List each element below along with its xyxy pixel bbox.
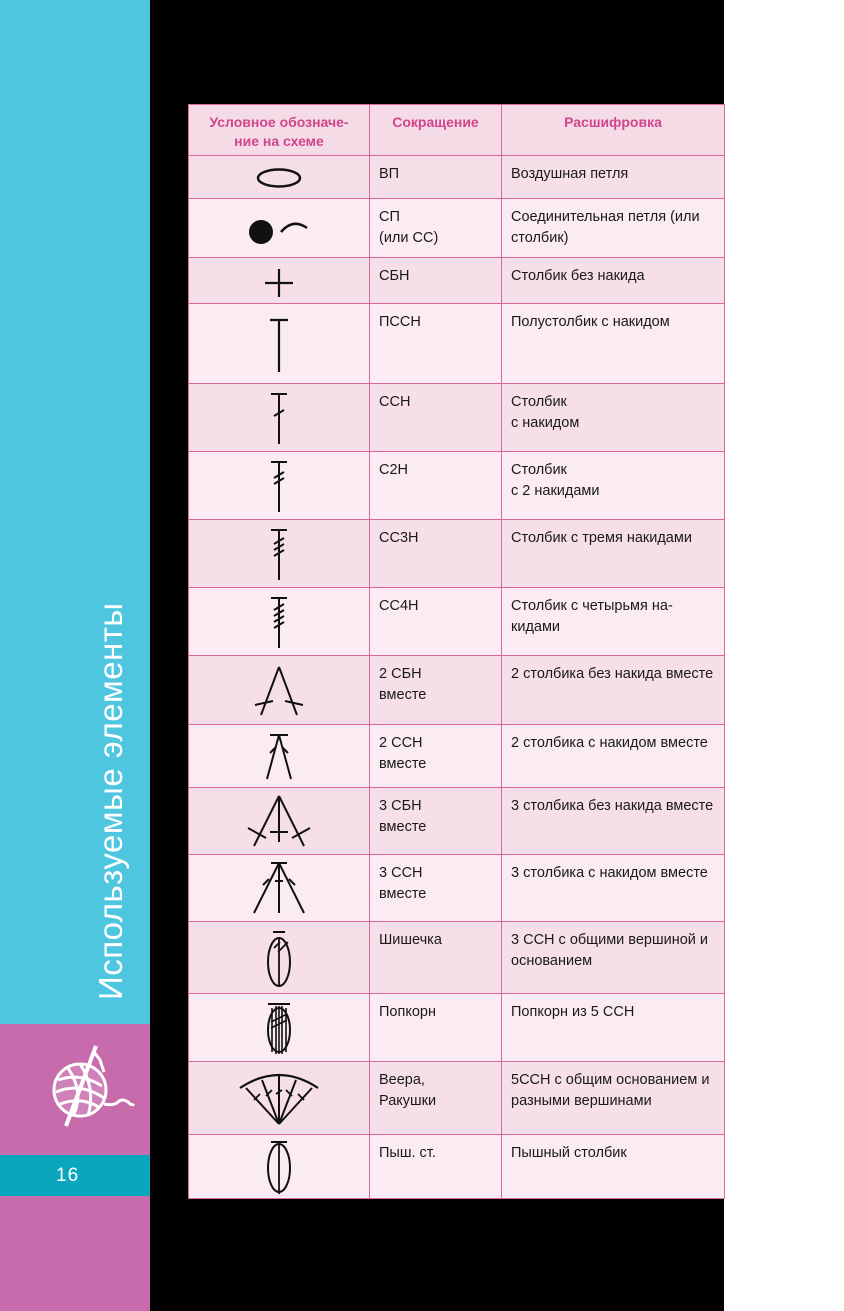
desc-cell: 3 столбика с накидом вместе — [502, 855, 725, 922]
table-row — [189, 452, 725, 520]
table-row — [189, 520, 725, 588]
desc-cell: Столбик с тремя накидами — [502, 520, 725, 588]
abbr-cell: ПССН — [370, 304, 502, 384]
table-row — [189, 199, 725, 258]
slip-stitch-icon — [239, 208, 319, 248]
abbr-cell: 3 ССН вместе — [370, 855, 502, 922]
yarn-ball-icon — [44, 1042, 136, 1128]
table-row — [189, 304, 725, 384]
half-double-crochet-icon — [259, 314, 299, 374]
abbr-cell: СС3Н — [370, 520, 502, 588]
dc2tog-icon — [254, 729, 304, 783]
popcorn-icon — [259, 1000, 299, 1056]
desc-cell: Соединительная петля (или столбик) — [502, 199, 725, 258]
double-treble-icon — [259, 526, 299, 582]
table-row — [189, 258, 725, 304]
abbr-cell: Шишечка — [370, 922, 502, 994]
treble-crochet-icon — [259, 458, 299, 514]
abbr-cell: Веера, Ракушки — [370, 1062, 502, 1135]
table-row — [189, 788, 725, 855]
desc-cell: 2 столбика с накидом вместе — [502, 725, 725, 788]
table-row — [189, 1135, 725, 1199]
abbr-cell: СС4Н — [370, 588, 502, 656]
desc-cell: Столбик с накидом — [502, 384, 725, 452]
table-row — [189, 855, 725, 922]
section-title: Используемые элементы — [92, 602, 129, 1000]
abbr-cell: 2 СБН вместе — [370, 656, 502, 725]
chain-loop-icon — [249, 162, 309, 192]
table-row — [189, 156, 725, 199]
sc3tog-icon — [244, 792, 314, 850]
page-number: 16 — [56, 1165, 80, 1186]
dc3tog-icon — [244, 859, 314, 917]
header-symbol: Условное обозначе- ние на схеме — [189, 105, 370, 156]
table-row — [189, 1062, 725, 1135]
table-row — [189, 725, 725, 788]
desc-cell: Столбик с четырьмя на- кидами — [502, 588, 725, 656]
table-row — [189, 922, 725, 994]
abbr-cell: С2Н — [370, 452, 502, 520]
header-description: Расшифровка — [502, 105, 725, 156]
bobble-icon — [259, 926, 299, 990]
table-row — [189, 994, 725, 1062]
abbr-cell: Пыш. ст. — [370, 1135, 502, 1199]
desc-cell: Попкорн из 5 ССН — [502, 994, 725, 1062]
abbr-cell: СП (или СС) — [370, 199, 502, 258]
table-row — [189, 588, 725, 656]
shell-fan-icon — [234, 1068, 324, 1128]
table-row — [189, 656, 725, 725]
abbr-cell: 2 ССН вместе — [370, 725, 502, 788]
desc-cell: 3 ССН с общими вершиной и основанием — [502, 922, 725, 994]
desc-cell: Столбик без накида — [502, 258, 725, 304]
table-row — [189, 384, 725, 452]
desc-cell: Полустолбик с накидом — [502, 304, 725, 384]
abbr-cell: ССН — [370, 384, 502, 452]
desc-cell: 5ССН с общим основанием и разными вершинами — [502, 1062, 725, 1135]
desc-cell: 3 столбика без накида вместе — [502, 788, 725, 855]
abbr-cell: Попкорн — [370, 994, 502, 1062]
double-crochet-icon — [259, 390, 299, 446]
abbr-cell: СБН — [370, 258, 502, 304]
desc-cell: Пышный столбик — [502, 1135, 725, 1199]
puff-stitch-icon — [259, 1138, 299, 1196]
abbr-cell: 3 СБН вместе — [370, 788, 502, 855]
header-abbreviation: Сокращение — [370, 105, 502, 156]
desc-cell: 2 столбика без накида вместе — [502, 656, 725, 725]
sc2tog-icon — [249, 661, 309, 719]
triple-treble-icon — [259, 594, 299, 650]
symbols-table — [188, 104, 725, 1199]
abbr-cell: ВП — [370, 156, 502, 199]
single-crochet-icon — [259, 261, 299, 301]
desc-cell: Воздушная петля — [502, 156, 725, 199]
desc-cell: Столбик с 2 накидами — [502, 452, 725, 520]
